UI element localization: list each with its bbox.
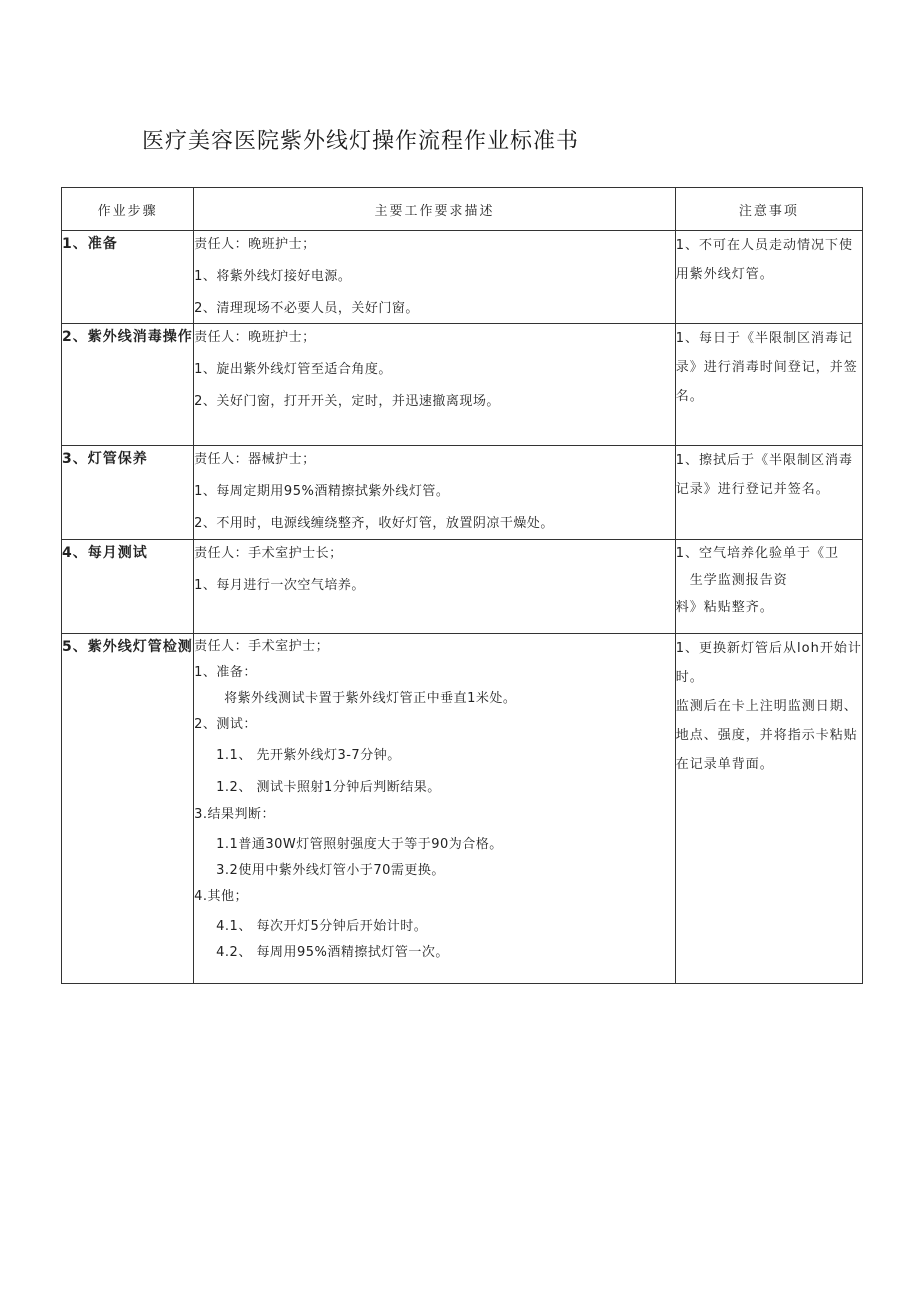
step-cell: 2、紫外线消毒操作 [62, 324, 194, 446]
desc-line: 1、每周定期用95%酒精擦拭紫外线灯管。 [194, 484, 450, 499]
desc-line: 2、关好门窗，打开开关，定时，并迅速撤离现场。 [194, 394, 500, 409]
desc-line: 2、测试： [194, 717, 257, 732]
desc-line: 责任人：晚班护士； [194, 237, 316, 252]
desc-line: 责任人：晚班护士； [194, 330, 316, 345]
note-line: 监测后在卡上注明监测日期、地点、强度，并将指示卡粘贴在记录单背面。 [675, 699, 858, 772]
desc-line: 1、旋出紫外线灯管至适合角度。 [194, 362, 392, 377]
desc-line: 4.其他； [194, 889, 249, 904]
header-note: 注意事项 [675, 188, 862, 231]
table-row [62, 634, 863, 984]
note-line: 料》粘贴整齐。 [675, 600, 774, 615]
desc-line: 1.1、 先开紫外线灯3-7分钟。 [216, 748, 401, 763]
desc-line: 4.2、 每周用95%酒精擦拭灯管一次。 [216, 945, 449, 960]
desc-line: 责任人：手术室护士； [194, 639, 330, 654]
desc-line: 3.结果判断： [194, 807, 276, 822]
note-line: 生学监测报告资 [689, 573, 788, 588]
table-row [62, 231, 863, 324]
desc-cell [194, 324, 676, 446]
desc-line: 2、不用时，电源线缠绕整齐，收好灯管，放置阴凉干燥处。 [194, 516, 554, 531]
desc-cell [194, 540, 676, 634]
note-cell: 1、每日于《半限制区消毒记录》进行消毒时间登记，并签名。 [675, 324, 862, 446]
note-cell [675, 540, 862, 634]
desc-line: 责任人：手术室护士长； [194, 546, 343, 561]
note-cell [675, 634, 862, 984]
desc-line: 1、每月进行一次空气培养。 [194, 578, 365, 593]
table-row [62, 446, 863, 540]
desc-line: 3.2使用中紫外线灯管小于70需更换。 [216, 863, 445, 878]
header-desc: 主要工作要求描述 [194, 188, 676, 231]
desc-line: 2、清理现场不必要人员，关好门窗。 [194, 301, 419, 316]
note-cell: 1、不可在人员走动情况下使用紫外线灯管。 [675, 231, 862, 324]
desc-cell [194, 446, 676, 540]
desc-cell [194, 231, 676, 324]
step-cell: 1、准备 [62, 231, 194, 324]
step-cell: 4、每月测试 [62, 540, 194, 634]
table-row [62, 324, 863, 446]
desc-line: 1.2、 测试卡照射1分钟后判断结果。 [216, 780, 441, 795]
desc-line: 1.1普通30W灯管照射强度大于等于90为合格。 [216, 837, 503, 852]
step-cell: 3、灯管保养 [62, 446, 194, 540]
desc-line: 责任人：器械护士； [194, 452, 316, 467]
desc-line: 1、将紫外线灯接好电源。 [194, 269, 352, 284]
note-cell: 1、擦拭后于《半限制区消毒记录》进行登记并签名。 [675, 446, 862, 540]
desc-cell [194, 634, 676, 984]
note-line: 1、空气培养化验单于《卫 [675, 546, 840, 561]
note-line: 1、更换新灯管后从loh开始计时。 [675, 641, 862, 685]
step-cell: 5、紫外线灯管检测 [62, 634, 194, 984]
header-step: 作业步骤 [62, 188, 194, 231]
desc-line: 将紫外线测试卡置于紫外线灯管正中垂直1米处。 [224, 691, 517, 706]
table-row [62, 540, 863, 634]
desc-line: 4.1、 每次开灯5分钟后开始计时。 [216, 919, 428, 934]
document-title: 医疗美容医院紫外线灯操作流程作业标准书 [142, 129, 580, 154]
sop-table [61, 187, 863, 984]
table-header-row [62, 188, 863, 231]
desc-line: 1、准备： [194, 665, 257, 680]
